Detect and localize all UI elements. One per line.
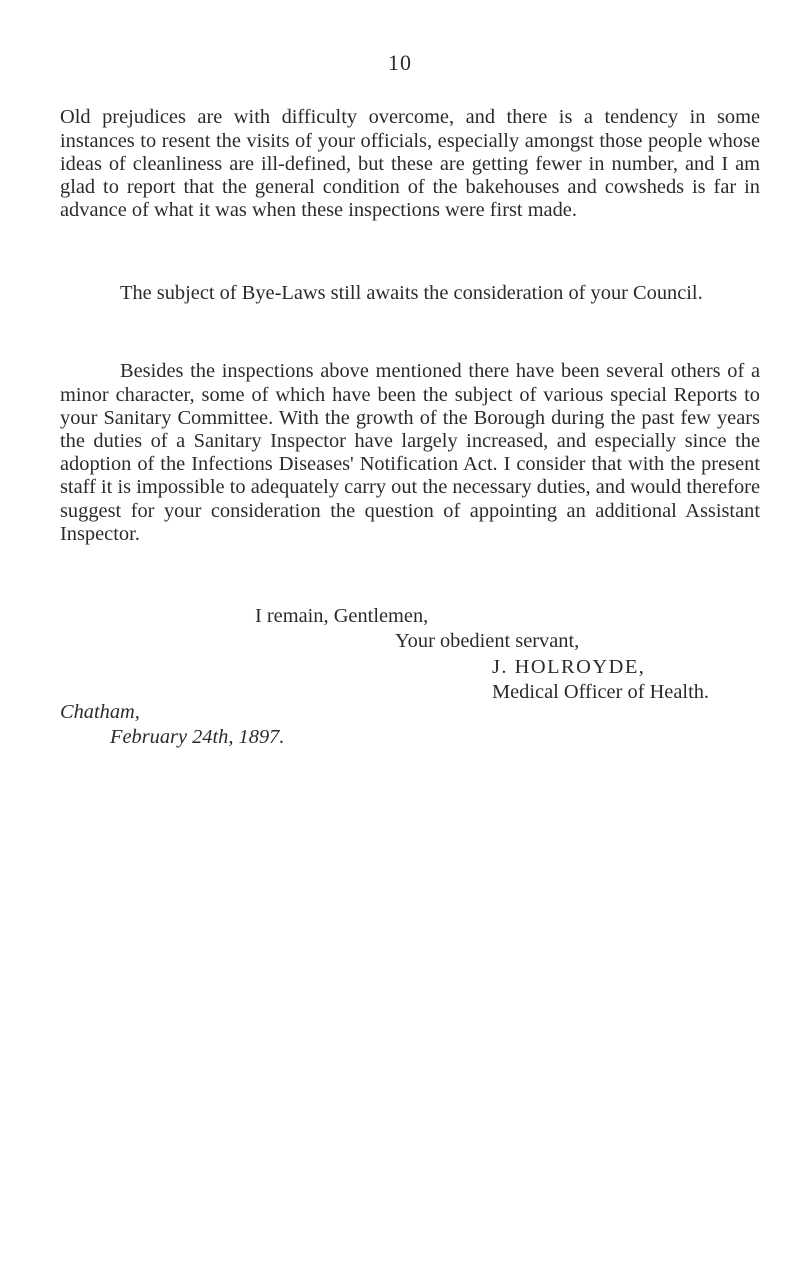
paragraph-prejudices: Old prejudices are with difficulty overcome, and there is a tendency in some instances to resent the visits of your officials, especially amongst those people whose ideas of cleanliness are ill-defined, but these are getting fewer in number, and I am glad to report that the general condition of the bakehouses and cowsheds is far in advance of what it was when these inspections were first made.	[60, 106, 760, 222]
letter-place: Chatham,	[60, 701, 140, 723]
signer-title: Medical Officer of Health.	[492, 681, 710, 703]
closing-servant: Your obedient servant,	[395, 630, 580, 652]
letter-date: February 24th, 1897.	[110, 726, 285, 748]
page-number: 10	[388, 50, 412, 75]
closing-remain: I remain, Gentlemen,	[255, 605, 429, 627]
paragraph-bye-laws: The subject of Bye-Laws still awaits the consideration of your Council.	[120, 282, 703, 305]
signer-name: J. HOLROYDE,	[492, 656, 646, 678]
paragraph-inspections: Besides the inspections above mentioned there have been several others of a minor character, some of which have been the subject of various special Reports to your Sanitary Committee. With the growth of the Borough during the past few years the duties of a Sanitary Inspector have largely increased, and especially since the adoption of the Infections Diseases' Notification Act. I consider that with the present staff it is impossible to adequately carry out the necessary duties, and would therefore suggest for your consideration the question of appointing an additional Assistant Inspector.	[60, 360, 760, 545]
